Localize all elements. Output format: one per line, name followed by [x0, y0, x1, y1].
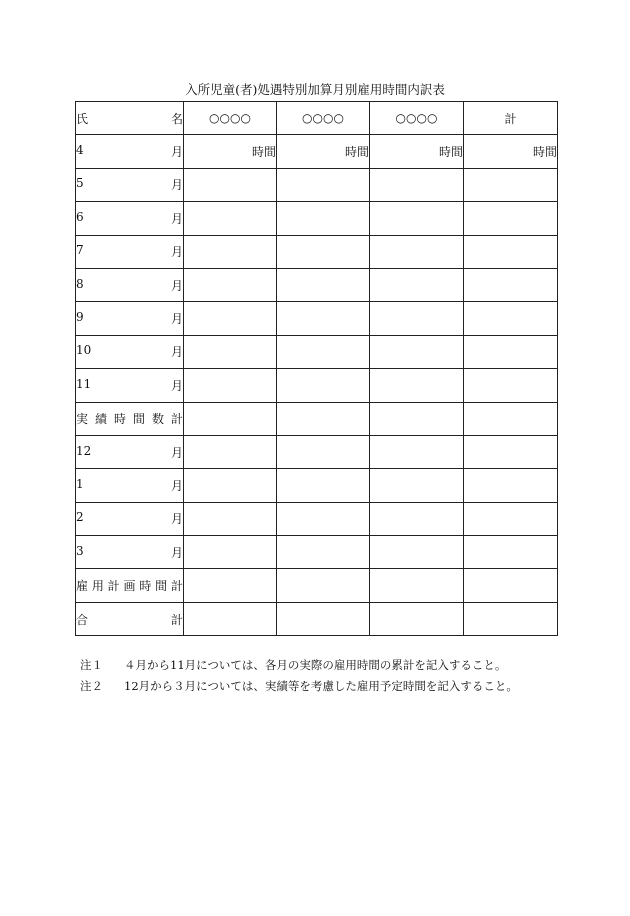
table-cell[interactable] — [277, 268, 370, 301]
row-label — [76, 402, 184, 435]
row-label — [76, 202, 184, 235]
table-cell[interactable] — [370, 469, 464, 502]
table-cell[interactable] — [277, 469, 370, 502]
table-cell[interactable] — [370, 235, 464, 268]
table-row-grand-total — [76, 602, 558, 635]
row-label-unit: 月 — [170, 345, 183, 360]
table-row-plan-total — [76, 569, 558, 602]
row-label-number: 5 — [76, 176, 84, 191]
table-cell[interactable] — [370, 268, 464, 301]
table-cell[interactable] — [464, 435, 558, 468]
row-label — [76, 602, 184, 635]
note-2 — [80, 676, 518, 697]
name-label-right: 名 — [170, 111, 183, 126]
row-label-number: 6 — [76, 209, 84, 224]
name-label-left: 氏 — [76, 111, 89, 126]
note-text: 12月から３月については、実績等を考慮した雇用予定時間を記入すること。 — [124, 679, 518, 693]
table-cell[interactable] — [184, 202, 277, 235]
row-label-number: 11 — [76, 376, 92, 391]
table-cell[interactable] — [370, 202, 464, 235]
row-label — [76, 369, 184, 402]
table-row — [76, 435, 558, 468]
table-cell[interactable] — [464, 335, 558, 368]
table-cell[interactable] — [464, 302, 558, 335]
row-label-unit: 月 — [170, 378, 183, 393]
note-text: ４月から11月については、各月の実際の雇用時間の累計を記入すること。 — [124, 658, 507, 672]
row-label-unit: 月 — [170, 445, 183, 460]
table-cell[interactable] — [370, 402, 464, 435]
row-label-unit: 月 — [170, 512, 183, 527]
table-row — [76, 268, 558, 301]
table-cell[interactable] — [184, 536, 277, 569]
row-label — [76, 435, 184, 468]
note-tag: 注２ — [80, 679, 103, 693]
row-label-number: 1 — [76, 476, 84, 491]
table-cell[interactable] — [184, 168, 277, 201]
table-row — [76, 502, 558, 535]
table-row — [76, 369, 558, 402]
hours-cell[interactable]: 時間 — [370, 135, 464, 168]
table-cell[interactable] — [184, 402, 277, 435]
table-row — [76, 335, 558, 368]
row-label-number: 4 — [76, 143, 84, 158]
hours-cell[interactable]: 時間 — [184, 135, 277, 168]
table-cell[interactable] — [464, 202, 558, 235]
hours-cell[interactable]: 時間 — [464, 135, 558, 168]
total-column: 計 — [464, 102, 558, 135]
row-label — [76, 235, 184, 268]
table-cell[interactable] — [184, 235, 277, 268]
row-label-unit: 月 — [170, 545, 183, 560]
note-1 — [80, 655, 518, 676]
row-label-unit: 月 — [170, 478, 183, 493]
table-cell[interactable] — [277, 435, 370, 468]
table-row — [76, 202, 558, 235]
table-cell[interactable] — [464, 235, 558, 268]
table-cell[interactable] — [464, 502, 558, 535]
table-row — [76, 302, 558, 335]
table-cell[interactable] — [184, 602, 277, 635]
table-cell[interactable] — [370, 602, 464, 635]
table-cell[interactable] — [464, 268, 558, 301]
row-label-unit: 月 — [170, 145, 183, 160]
row-label-text: 雇用計画時間計 — [76, 579, 183, 594]
row-label-number: 7 — [76, 243, 84, 258]
table-row — [76, 469, 558, 502]
person-column-3: ○○○○ — [370, 102, 464, 135]
table-cell[interactable] — [184, 569, 277, 602]
row-label-unit: 月 — [170, 211, 183, 226]
row-label — [76, 168, 184, 201]
row-label — [76, 335, 184, 368]
table-cell[interactable] — [464, 168, 558, 201]
row-label-number: 12 — [76, 443, 92, 458]
row-label-unit: 月 — [170, 278, 183, 293]
table-cell[interactable] — [464, 369, 558, 402]
row-label-number: 10 — [76, 343, 92, 358]
table-cell[interactable] — [277, 202, 370, 235]
table-cell[interactable] — [277, 235, 370, 268]
table-cell[interactable] — [464, 536, 558, 569]
row-label-text: 実績時間数計 — [76, 412, 183, 427]
table-cell[interactable] — [277, 369, 370, 402]
row-label-number: 2 — [76, 510, 84, 525]
table-cell[interactable] — [370, 302, 464, 335]
table-cell[interactable] — [184, 268, 277, 301]
table-row — [76, 536, 558, 569]
table-cell[interactable] — [464, 569, 558, 602]
hours-breakdown-table — [75, 101, 558, 636]
table-cell[interactable] — [184, 435, 277, 468]
table-cell[interactable] — [370, 569, 464, 602]
table-cell[interactable] — [277, 402, 370, 435]
table-cell[interactable] — [277, 536, 370, 569]
table-cell[interactable] — [277, 602, 370, 635]
table-cell[interactable] — [370, 168, 464, 201]
table-cell[interactable] — [464, 402, 558, 435]
row-label-right: 計 — [170, 612, 183, 627]
table-cell[interactable] — [184, 369, 277, 402]
row-label-number: 9 — [76, 310, 84, 325]
header-row — [76, 102, 558, 135]
row-label — [76, 536, 184, 569]
table-cell[interactable] — [464, 469, 558, 502]
table-cell[interactable] — [370, 435, 464, 468]
table-row — [76, 135, 558, 168]
table-cell[interactable] — [464, 602, 558, 635]
row-label — [76, 502, 184, 535]
row-label — [76, 268, 184, 301]
table-cell[interactable] — [277, 302, 370, 335]
table-cell[interactable] — [277, 168, 370, 201]
note-tag: 注１ — [80, 658, 103, 672]
row-label-number: 8 — [76, 276, 84, 291]
row-label — [76, 302, 184, 335]
person-column-2: ○○○○ — [277, 102, 370, 135]
row-label — [76, 569, 184, 602]
table-row-actual-total — [76, 402, 558, 435]
table-cell[interactable] — [277, 502, 370, 535]
name-label-cell — [76, 102, 184, 135]
document-title: 入所児童(者)処遇特別加算月別雇用時間内訳表 — [185, 82, 445, 97]
table-cell[interactable] — [184, 469, 277, 502]
table-row — [76, 235, 558, 268]
table-cell[interactable] — [370, 536, 464, 569]
row-label-unit: 月 — [170, 178, 183, 193]
row-label-unit: 月 — [170, 312, 183, 327]
row-label — [76, 135, 184, 168]
person-column-1: ○○○○ — [184, 102, 277, 135]
table-cell[interactable] — [277, 335, 370, 368]
table-cell[interactable] — [184, 335, 277, 368]
row-label-unit: 月 — [170, 245, 183, 260]
table-cell[interactable] — [184, 502, 277, 535]
table-cell[interactable] — [370, 502, 464, 535]
notes-section — [80, 655, 518, 697]
table-cell[interactable] — [184, 302, 277, 335]
table-cell[interactable] — [277, 569, 370, 602]
row-label-number: 3 — [76, 543, 84, 558]
row-label-left: 合 — [76, 612, 89, 627]
table-cell[interactable] — [370, 369, 464, 402]
hours-cell[interactable]: 時間 — [277, 135, 370, 168]
table-row — [76, 168, 558, 201]
table-cell[interactable] — [370, 335, 464, 368]
row-label — [76, 469, 184, 502]
